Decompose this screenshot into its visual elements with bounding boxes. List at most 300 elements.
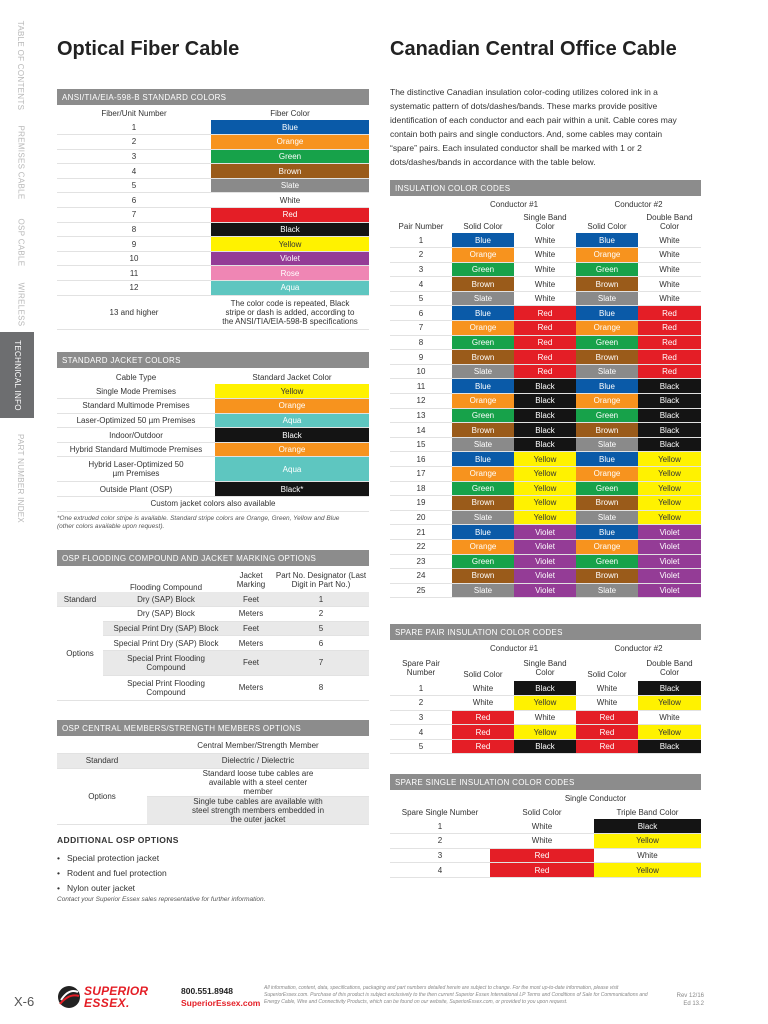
cell: 16 bbox=[390, 452, 452, 467]
cell: 18 bbox=[390, 481, 452, 496]
table-row bbox=[57, 592, 369, 607]
table-row bbox=[57, 237, 369, 252]
color-cell: Violet bbox=[514, 525, 576, 540]
col-header: Solid Color bbox=[587, 222, 627, 231]
color-cell: Red bbox=[514, 335, 576, 350]
group-header: Conductor #2 bbox=[614, 643, 663, 653]
col-header: Double Band Color bbox=[646, 659, 693, 677]
cell: Indoor/Outdoor bbox=[57, 428, 215, 443]
cell: 8 bbox=[390, 335, 452, 350]
cell: 23 bbox=[390, 554, 452, 569]
color-cell: White bbox=[638, 262, 701, 277]
color-cell: Orange bbox=[211, 135, 369, 150]
table-row bbox=[57, 399, 369, 414]
color-cell: Black bbox=[514, 394, 576, 409]
table-row bbox=[57, 636, 369, 651]
row-label: Standard bbox=[57, 753, 147, 768]
cell: 8 bbox=[57, 222, 211, 237]
col-header: Part No. Designator (Last Digit in Part No.) bbox=[275, 571, 367, 589]
table-row bbox=[57, 650, 369, 675]
table-row bbox=[390, 262, 701, 277]
cell: Hybrid Laser-Optimized 50 µm Premises bbox=[57, 457, 215, 482]
color-cell: White bbox=[514, 248, 576, 263]
cell: 8 bbox=[273, 675, 369, 700]
cell: 5 bbox=[390, 291, 452, 306]
color-cell: Yellow bbox=[514, 696, 576, 711]
cell: 14 bbox=[390, 423, 452, 438]
color-cell: Yellow bbox=[514, 496, 576, 511]
page-title-left: Optical Fiber Cable bbox=[57, 38, 240, 60]
color-cell: Slate bbox=[211, 178, 369, 193]
cell: 1 bbox=[57, 120, 211, 135]
color-cell: Slate bbox=[576, 583, 638, 598]
color-cell: Red bbox=[514, 321, 576, 336]
page-number: X-6 bbox=[14, 994, 35, 1009]
edition: Ed 13.2 bbox=[683, 1001, 704, 1007]
group-header: Conductor #1 bbox=[489, 199, 539, 209]
cell: 1 bbox=[273, 592, 369, 607]
list-item: • Special protection jacket bbox=[57, 851, 167, 866]
color-cell: Slate bbox=[576, 437, 638, 452]
color-cell: Green bbox=[576, 554, 638, 569]
color-cell: Brown bbox=[211, 164, 369, 179]
color-cell: Red bbox=[211, 208, 369, 223]
color-cell: Orange bbox=[452, 467, 514, 482]
col-header: Solid Color bbox=[522, 807, 562, 817]
color-cell: Black bbox=[514, 437, 576, 452]
color-cell: Black bbox=[215, 428, 369, 443]
table-row bbox=[390, 335, 701, 350]
color-cell: Black bbox=[514, 379, 576, 394]
col-header: Spare Pair Number bbox=[402, 659, 440, 677]
table-row bbox=[390, 848, 701, 863]
color-cell: Violet bbox=[638, 539, 701, 554]
cell: 5 bbox=[273, 621, 369, 636]
flooding-table bbox=[57, 568, 369, 701]
color-cell: Yellow bbox=[215, 384, 369, 399]
color-cell: Black bbox=[638, 408, 701, 423]
color-cell: Green bbox=[576, 481, 638, 496]
color-cell: Yellow bbox=[638, 496, 701, 511]
table-row bbox=[390, 681, 701, 696]
cell: Outside Plant (OSP) bbox=[57, 482, 215, 497]
cell: 2 bbox=[273, 607, 369, 622]
cell: 13 and higher bbox=[57, 295, 211, 329]
color-cell: Blue bbox=[576, 233, 638, 248]
col-header: Pair Number bbox=[398, 222, 444, 231]
table-row bbox=[390, 710, 701, 725]
side-tab-table-of-contents[interactable] bbox=[8, 20, 34, 110]
cell: 4 bbox=[390, 863, 490, 878]
color-cell: Red bbox=[638, 350, 701, 365]
color-cell: Yellow bbox=[514, 481, 576, 496]
color-cell: Brown bbox=[576, 569, 638, 584]
superior-essex-logo[interactable] bbox=[56, 984, 172, 1010]
color-cell: Violet bbox=[514, 554, 576, 569]
color-cell: Blue bbox=[576, 379, 638, 394]
cell: 3 bbox=[390, 262, 452, 277]
color-cell: Red bbox=[490, 863, 594, 878]
side-tab-label: TABLE OF CONTENTS bbox=[16, 20, 26, 110]
cell: Hybrid Standard Multimode Premises bbox=[57, 442, 215, 457]
table-row bbox=[57, 208, 369, 223]
color-cell: Aqua bbox=[215, 457, 369, 482]
color-cell: White bbox=[452, 696, 514, 711]
color-cell: White bbox=[638, 277, 701, 292]
cell: 2 bbox=[57, 135, 211, 150]
cell: 4 bbox=[57, 164, 211, 179]
color-cell: Brown bbox=[452, 496, 514, 511]
color-cell: White bbox=[514, 262, 576, 277]
color-cell: Black bbox=[638, 739, 701, 754]
color-cell: Orange bbox=[215, 442, 369, 457]
table-row bbox=[390, 539, 701, 554]
color-cell: Yellow bbox=[594, 834, 701, 849]
cell: Special Print Flooding Compound bbox=[103, 675, 229, 700]
cell: Special Print Dry (SAP) Block bbox=[103, 621, 229, 636]
col-header: Central Member/Strength Member bbox=[147, 738, 369, 753]
color-cell: White bbox=[452, 681, 514, 696]
cell: 15 bbox=[390, 437, 452, 452]
cell: 2 bbox=[390, 696, 452, 711]
col-header: Single Band Color bbox=[523, 659, 567, 677]
table-row bbox=[390, 569, 701, 584]
color-cell: Orange bbox=[452, 248, 514, 263]
color-cell: Slate bbox=[452, 583, 514, 598]
group-header: Conductor #1 bbox=[489, 643, 539, 653]
cell: Dielectric / Dielectric bbox=[147, 753, 369, 768]
flooding-header: OSP FLOODING COMPOUND AND JACKET MARKING OPTIONS bbox=[57, 550, 369, 566]
col-header: Cable Type bbox=[115, 372, 157, 382]
table-row bbox=[57, 149, 369, 164]
color-cell: White bbox=[576, 696, 638, 711]
table-row bbox=[390, 248, 701, 263]
table-row bbox=[390, 554, 701, 569]
color-cell: Blue bbox=[452, 233, 514, 248]
color-cell: Slate bbox=[452, 510, 514, 525]
table-row bbox=[390, 863, 701, 878]
color-cell: White bbox=[514, 233, 576, 248]
cell: Standard loose tube cables are available with a steel center member bbox=[147, 768, 369, 796]
cell: Standard Multimode Premises bbox=[57, 399, 215, 414]
color-cell: Yellow bbox=[211, 237, 369, 252]
cell: 3 bbox=[390, 710, 452, 725]
table-row bbox=[390, 510, 701, 525]
color-cell: Green bbox=[452, 481, 514, 496]
table-row bbox=[57, 135, 369, 150]
cell: Special Print Flooding Compound bbox=[103, 650, 229, 675]
cell: 4 bbox=[390, 277, 452, 292]
color-cell: Blue bbox=[452, 452, 514, 467]
col-header: Double Band Color bbox=[646, 213, 693, 231]
table-row bbox=[57, 675, 369, 700]
color-cell: White bbox=[638, 291, 701, 306]
table-row bbox=[390, 496, 701, 511]
group-header: Conductor #2 bbox=[614, 199, 663, 209]
color-cell: Orange bbox=[215, 399, 369, 414]
color-cell: Yellow bbox=[514, 725, 576, 740]
table-row bbox=[390, 583, 701, 598]
cell: The color code is repeated, Black stripe or dash is added, according to the ANSI/TIA/EIA-598-B specifications bbox=[211, 295, 369, 329]
cell: 5 bbox=[390, 739, 452, 754]
color-cell: Black bbox=[211, 222, 369, 237]
spare-pair-table bbox=[390, 641, 701, 754]
color-cell: Brown bbox=[576, 423, 638, 438]
fiber-colors-table bbox=[57, 106, 369, 330]
col-header: Single Band Color bbox=[523, 213, 567, 231]
color-cell: Orange bbox=[576, 539, 638, 554]
color-cell: Red bbox=[490, 848, 594, 863]
color-cell: Red bbox=[452, 725, 514, 740]
color-cell: Green bbox=[452, 554, 514, 569]
color-cell: Red bbox=[576, 725, 638, 740]
color-cell: Blue bbox=[576, 452, 638, 467]
color-cell: Green bbox=[452, 408, 514, 423]
cell: 19 bbox=[390, 496, 452, 511]
color-cell: Yellow bbox=[638, 725, 701, 740]
table-row bbox=[57, 384, 369, 399]
brand-word-1: SUPERIOR bbox=[84, 984, 149, 998]
cell: 13 bbox=[390, 408, 452, 423]
color-cell: White bbox=[638, 233, 701, 248]
color-cell: Orange bbox=[452, 394, 514, 409]
cell: 24 bbox=[390, 569, 452, 584]
color-cell: Black bbox=[638, 437, 701, 452]
color-cell: Red bbox=[452, 739, 514, 754]
cell: Dry (SAP) Block bbox=[103, 592, 229, 607]
color-cell: Rose bbox=[211, 266, 369, 281]
page-title-right: Canadian Central Office Cable bbox=[390, 38, 677, 60]
list-item: • Rodent and fuel protection bbox=[57, 866, 167, 881]
color-cell: Black* bbox=[215, 482, 369, 497]
table-row bbox=[57, 482, 369, 497]
table-row bbox=[57, 428, 369, 443]
cell: 22 bbox=[390, 539, 452, 554]
insulation-table bbox=[390, 197, 701, 598]
color-cell: Black bbox=[514, 739, 576, 754]
cell: 21 bbox=[390, 525, 452, 540]
central-members-header: OSP CENTRAL MEMBERS/STRENGTH MEMBERS OPTIONS bbox=[57, 720, 369, 736]
color-cell: Violet bbox=[638, 569, 701, 584]
table-row bbox=[57, 193, 369, 208]
cell: 2 bbox=[390, 834, 490, 849]
color-cell: Violet bbox=[638, 554, 701, 569]
spare-single-header: SPARE SINGLE INSULATION COLOR CODES bbox=[390, 774, 701, 790]
color-cell: Brown bbox=[576, 496, 638, 511]
cell: Single Mode Premises bbox=[57, 384, 215, 399]
website-link[interactable]: SuperiorEssex.com bbox=[181, 998, 261, 1008]
color-cell: Orange bbox=[576, 467, 638, 482]
color-cell: Brown bbox=[452, 277, 514, 292]
color-cell: Red bbox=[514, 306, 576, 321]
table-row bbox=[390, 233, 701, 248]
cell: Single tube cables are available with steel strength members embedded in the outer jacket bbox=[147, 796, 369, 824]
table-row bbox=[390, 467, 701, 482]
color-cell: White bbox=[211, 193, 369, 208]
jacket-note: *One extruded color stripe is available. Standard stripe colors are Orange, Green, Yellow and Blue (other colors available upon request). bbox=[57, 515, 340, 530]
color-cell: Black bbox=[638, 423, 701, 438]
cell: Dry (SAP) Block bbox=[103, 607, 229, 622]
row-label: Standard bbox=[57, 592, 103, 607]
table-row bbox=[390, 394, 701, 409]
cell: 10 bbox=[390, 364, 452, 379]
color-cell: White bbox=[514, 277, 576, 292]
color-cell: Black bbox=[638, 379, 701, 394]
color-cell: Brown bbox=[576, 350, 638, 365]
color-cell: Orange bbox=[576, 321, 638, 336]
cell: Feet bbox=[229, 592, 273, 607]
color-cell: Brown bbox=[576, 277, 638, 292]
color-cell: Violet bbox=[638, 583, 701, 598]
col-header: Triple Band Color bbox=[616, 807, 679, 817]
color-cell: Yellow bbox=[638, 467, 701, 482]
color-cell: Aqua bbox=[215, 413, 369, 428]
color-cell: Blue bbox=[576, 525, 638, 540]
color-cell: Orange bbox=[576, 248, 638, 263]
color-cell: Red bbox=[638, 306, 701, 321]
cell: 12 bbox=[390, 394, 452, 409]
side-tab-label: TECHNICAL INFO bbox=[12, 339, 22, 411]
color-cell: Green bbox=[576, 335, 638, 350]
table-row bbox=[57, 222, 369, 237]
revision: Rev 12/16 bbox=[676, 993, 704, 999]
table-row bbox=[57, 413, 369, 428]
table-row bbox=[57, 607, 369, 622]
table-row bbox=[390, 277, 701, 292]
color-cell: Black bbox=[514, 408, 576, 423]
table-row bbox=[390, 306, 701, 321]
cell: Custom jacket colors also available bbox=[57, 497, 369, 512]
col-header: Jacket Marking bbox=[236, 571, 266, 589]
side-tab-osp-cable[interactable] bbox=[8, 212, 34, 272]
color-cell: White bbox=[576, 681, 638, 696]
color-cell: Black bbox=[514, 681, 576, 696]
cell: 11 bbox=[57, 266, 211, 281]
color-cell: Violet bbox=[514, 539, 576, 554]
color-cell: Green bbox=[576, 262, 638, 277]
color-cell: Slate bbox=[576, 291, 638, 306]
cell: 12 bbox=[57, 281, 211, 296]
color-cell: Slate bbox=[452, 291, 514, 306]
table-row bbox=[390, 379, 701, 394]
side-tab-part-number-index[interactable] bbox=[8, 428, 34, 528]
table-row bbox=[57, 295, 369, 329]
color-cell: Yellow bbox=[514, 467, 576, 482]
cell: 9 bbox=[57, 237, 211, 252]
table-row bbox=[390, 696, 701, 711]
color-cell: White bbox=[490, 819, 594, 834]
table-row bbox=[390, 437, 701, 452]
cell: 20 bbox=[390, 510, 452, 525]
cell: Meters bbox=[229, 636, 273, 651]
legal-text: All information, content, data, specifications, packaging and part numbers detailed herein are subject to change. For the most up-to-date information, please visit SuperiorEssex.com. Purchase of this product is subject exclusively to the then current Superior Essex International LP Terms and Conditions of Sale for Communications and Energy Cable, Wire and Connectivity Products, which can be found on our website, SuperiorEssex.com, or provided to you upon request. bbox=[264, 985, 648, 1005]
cell: 1 bbox=[390, 819, 490, 834]
color-cell: Blue bbox=[211, 120, 369, 135]
col-header: Fiber Color bbox=[270, 108, 310, 118]
cell: 11 bbox=[390, 379, 452, 394]
color-cell: Red bbox=[638, 321, 701, 336]
col-header: Flooding Compound bbox=[129, 583, 203, 592]
side-tab-label: PART NUMBER INDEX bbox=[16, 433, 26, 523]
color-cell: Red bbox=[452, 710, 514, 725]
table-row bbox=[57, 621, 369, 636]
cell: 4 bbox=[390, 725, 452, 740]
col-header: Spare Single Number bbox=[401, 807, 479, 817]
cell: Meters bbox=[229, 607, 273, 622]
table-row bbox=[390, 408, 701, 423]
color-cell: Orange bbox=[576, 394, 638, 409]
cell: Feet bbox=[229, 621, 273, 636]
col-header: Solid Color bbox=[463, 222, 503, 231]
table-row bbox=[390, 739, 701, 754]
color-cell: White bbox=[514, 291, 576, 306]
row-label: Options bbox=[57, 768, 147, 824]
table-row bbox=[57, 281, 369, 296]
color-cell: White bbox=[514, 710, 576, 725]
col-header: Solid Color bbox=[587, 670, 627, 679]
color-cell: Yellow bbox=[638, 510, 701, 525]
side-tab-label: OSP CABLE bbox=[16, 218, 26, 266]
color-cell: Slate bbox=[576, 364, 638, 379]
jacket-colors-table bbox=[57, 370, 369, 512]
table-row bbox=[390, 291, 701, 306]
cell: 10 bbox=[57, 251, 211, 266]
cell: Feet bbox=[229, 650, 273, 675]
color-cell: Red bbox=[576, 739, 638, 754]
table-row bbox=[390, 423, 701, 438]
color-cell: White bbox=[594, 848, 701, 863]
color-cell: Green bbox=[452, 335, 514, 350]
side-tab-label: WIRELESS bbox=[16, 282, 26, 326]
cell: 2 bbox=[390, 248, 452, 263]
table-row bbox=[390, 452, 701, 467]
cell: 7 bbox=[390, 321, 452, 336]
table-row bbox=[390, 834, 701, 849]
color-cell: Blue bbox=[452, 306, 514, 321]
color-cell: Red bbox=[514, 350, 576, 365]
side-tab-premises-cable[interactable] bbox=[8, 122, 34, 202]
color-cell: Brown bbox=[452, 350, 514, 365]
table-row bbox=[57, 442, 369, 457]
cell: 5 bbox=[57, 178, 211, 193]
cell: Laser-Optimized 50 µm Premises bbox=[57, 413, 215, 428]
additional-options-heading: ADDITIONAL OSP OPTIONS bbox=[57, 835, 179, 845]
insulation-header: INSULATION COLOR CODES bbox=[390, 180, 701, 196]
side-tab-technical-info[interactable] bbox=[0, 332, 34, 418]
table-row bbox=[57, 266, 369, 281]
cell: 9 bbox=[390, 350, 452, 365]
table-row bbox=[390, 525, 701, 540]
color-cell: Black bbox=[638, 394, 701, 409]
color-cell: Yellow bbox=[638, 696, 701, 711]
side-navigation bbox=[0, 0, 40, 1024]
col-header: Fiber/Unit Number bbox=[101, 108, 167, 118]
color-cell: Red bbox=[514, 364, 576, 379]
side-tab-wireless[interactable] bbox=[8, 278, 34, 330]
table-row bbox=[57, 497, 369, 512]
cell: 7 bbox=[273, 650, 369, 675]
color-cell: Violet bbox=[638, 525, 701, 540]
table-row bbox=[57, 178, 369, 193]
col-header: Standard Jacket Color bbox=[252, 372, 332, 382]
additional-options-list bbox=[57, 851, 167, 896]
color-cell: White bbox=[638, 248, 701, 263]
brand-word-2: ESSEX. bbox=[84, 996, 130, 1010]
color-cell: Green bbox=[576, 408, 638, 423]
color-cell: Orange bbox=[452, 321, 514, 336]
intro-paragraph: The distinctive Canadian insulation color-coding utilizes colored ink in a systematic pattern of dots/dashes/bands. These marks provide positive identification of each conductor and each pair within a unit. Cable cores may contain both pairs and single conductors. And, some cables may contain “spare” pairs. Each insulated conductor shall be marked with 1 or 2 dots/dashes/bands in accordance with the table below. bbox=[390, 87, 677, 167]
table-row bbox=[390, 364, 701, 379]
